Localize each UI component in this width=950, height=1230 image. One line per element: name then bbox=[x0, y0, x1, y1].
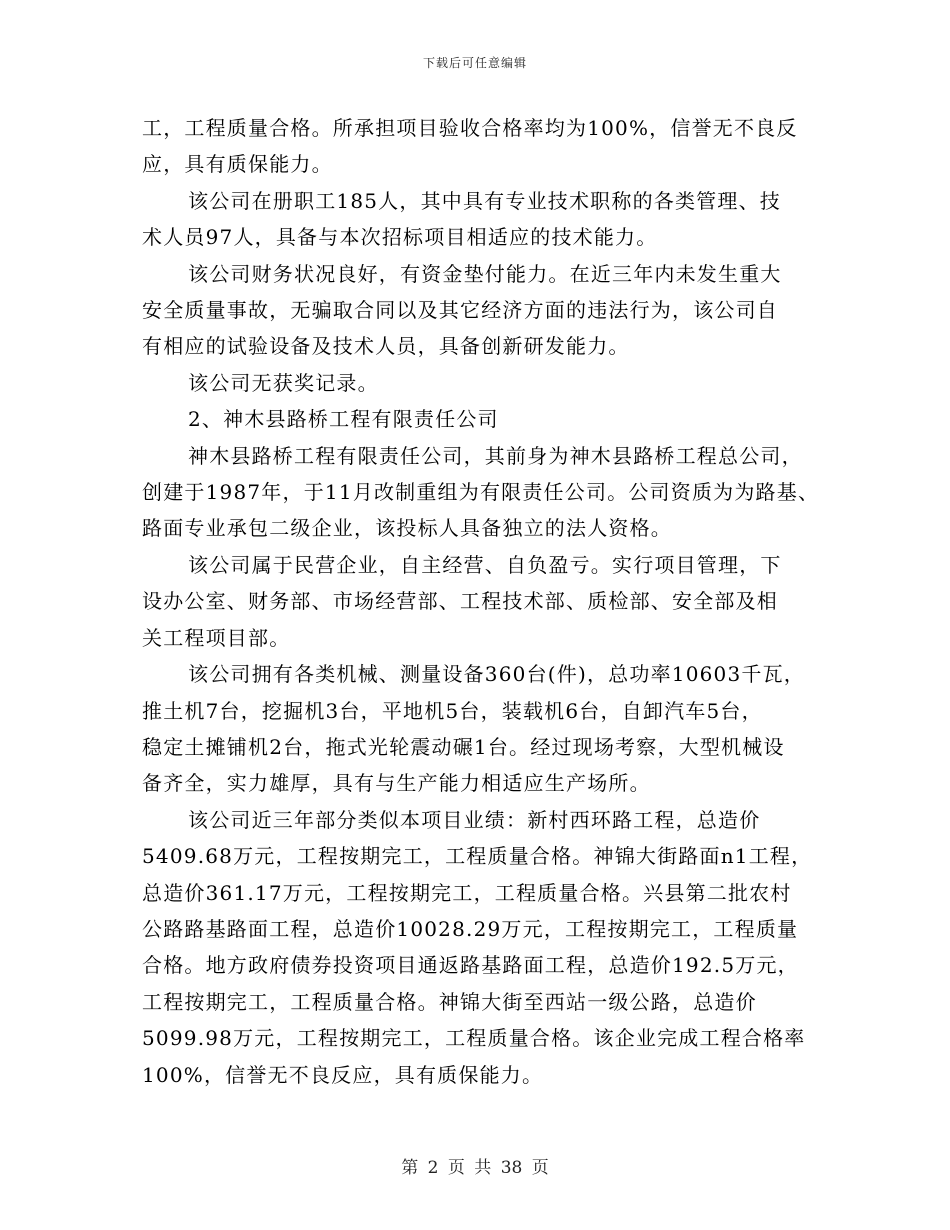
text-line-6: 安全质量事故，无骗取合同以及其它经济方面的违法行为，该公司自 bbox=[142, 298, 778, 323]
text-line-25: 工程按期完工，工程质量合格。神锦大街至西站一级公路，总造价 bbox=[142, 989, 757, 1014]
text-line-13: 该公司属于民营企业，自主经营、自负盈亏。实行项目管理，下 bbox=[188, 552, 782, 577]
text-line-2: 应，具有质保能力。 bbox=[142, 152, 333, 177]
text-line-3: 该公司在册职工185人，其中具有专业技术职称的各类管理、技 bbox=[188, 188, 781, 213]
text-line-14: 设办公室、财务部、市场经营部、工程技术部、质检部、安全部及相 bbox=[142, 589, 778, 614]
text-line-11: 创建于1987年，于11月改制重组为有限责任公司。公司资质为为路基、 bbox=[142, 480, 820, 505]
text-line-12: 路面专业承包二级企业，该投标人具备独立的法人资格。 bbox=[142, 516, 672, 541]
text-line-10: 神木县路桥工程有限责任公司，其前身为神木县路桥工程总公司， bbox=[188, 443, 803, 468]
text-line-7: 有相应的试验设备及技术人员，具备创新研发能力。 bbox=[142, 334, 630, 359]
text-line-19: 备齐全，实力雄厚，具有与生产能力相适应生产场所。 bbox=[142, 771, 651, 796]
section-heading: 2、神木县路桥工程有限责任公司 bbox=[188, 407, 499, 432]
text-line-22: 总造价361.17万元，工程按期完工，工程质量合格。兴县第二批农村 bbox=[142, 880, 792, 905]
text-line-23: 公路路基路面工程，总造价10028.29万元，工程按期完工，工程质量 bbox=[142, 916, 799, 941]
text-line-16: 该公司拥有各类机械、测量设备360台(件)，总功率10603千瓦， bbox=[188, 662, 806, 687]
text-line-17: 推土机7台，挖掘机3台，平地机5台，装载机6台，自卸汽车5台， bbox=[142, 698, 763, 723]
page-header: 下载后可任意编辑 bbox=[422, 56, 527, 70]
text-line-20: 该公司近三年部分类似本项目业绩：新村西环路工程，总造价 bbox=[188, 807, 761, 832]
page-footer: 第 2 页 共 38 页 bbox=[401, 1158, 549, 1178]
text-line-1: 工，工程质量合格。所承担项目验收合格率均为100%，信誉无不良反 bbox=[142, 116, 798, 140]
text-line-18: 稳定土摊铺机2台，拖式光轮震动碾1台。经过现场考察，大型机械设 bbox=[142, 734, 785, 759]
text-line-5: 该公司财务状况良好，有资金垫付能力。在近三年内未发生重大 bbox=[188, 261, 782, 286]
text-line-21: 5409.68万元，工程按期完工，工程质量合格。神锦大街路面n1工程， bbox=[142, 844, 813, 869]
text-line-15: 关工程项目部。 bbox=[142, 625, 291, 650]
text-line-27: 100%，信誉无不良反应，具有质保能力。 bbox=[142, 1062, 544, 1087]
text-line-24: 合格。地方政府债券投资项目通返路基路面工程，总造价192.5万元， bbox=[142, 953, 799, 978]
text-line-26: 5099.98万元，工程按期完工，工程质量合格。该企业完成工程合格率 bbox=[142, 1026, 806, 1051]
text-line-4: 术人员97人，具备与本次招标项目相适应的技术能力。 bbox=[142, 225, 658, 250]
text-line-8: 该公司无获奖记录。 bbox=[188, 370, 379, 395]
document-body bbox=[142, 110, 822, 1093]
